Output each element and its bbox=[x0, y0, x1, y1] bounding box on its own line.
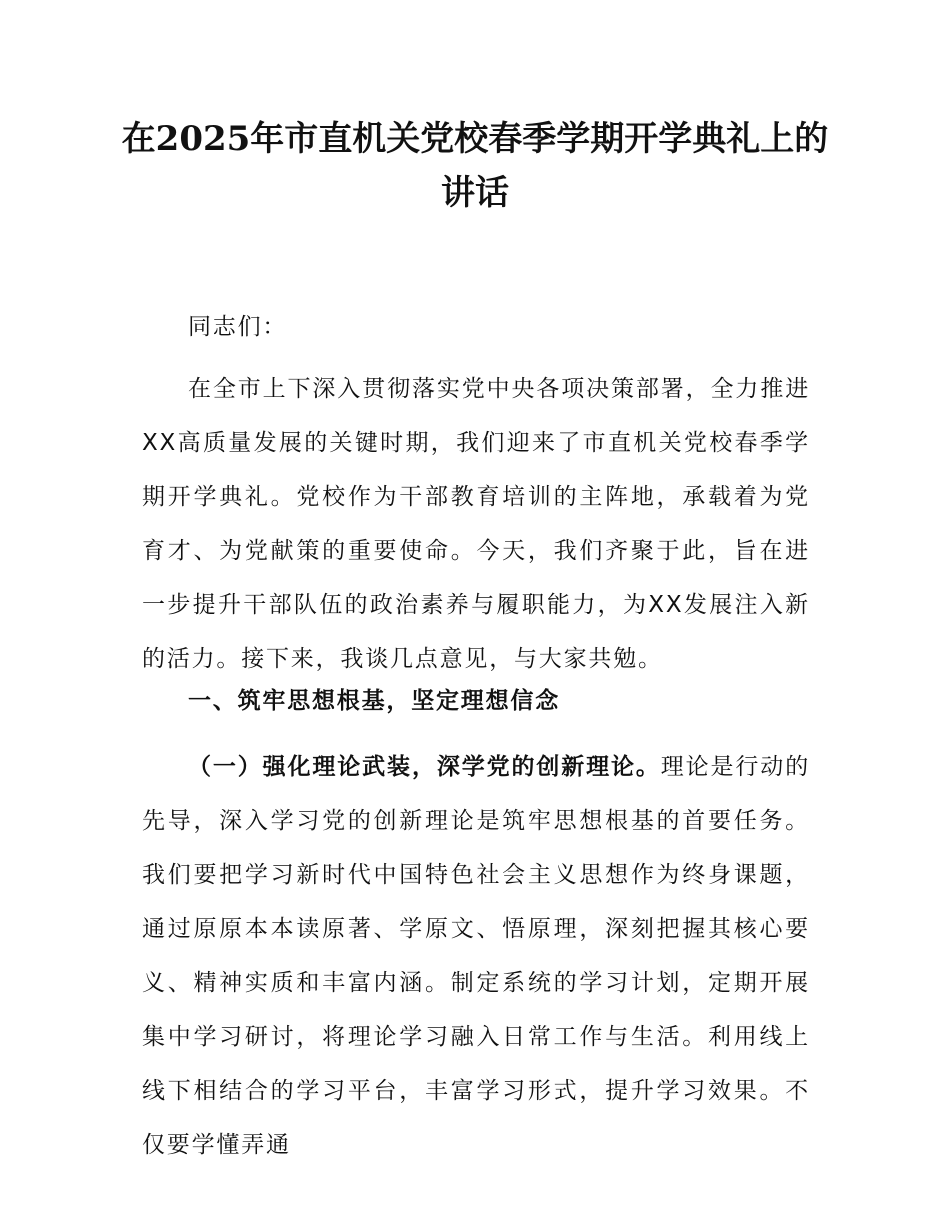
paragraph-section-1-1 bbox=[142, 740, 810, 1172]
paragraph-lead-heading: （一）强化理论武装，深学党的创新理论。 bbox=[188, 754, 661, 780]
paragraph-body-text: 理论是行动的先导，深入学习党的创新理论是筑牢思想根基的首要任务。我们要把学习新时代中国特色社会主义思想作为终身课题，通过原原本本读原著、学原文、悟原理，深刻把握其核心要义、精神实质和丰富内涵。制定系统的学习计划，定期开展集中学习研讨，将理论学习融入日常工作与生活。利用线上线下相结合的学习平台，丰富学习形式，提升学习效果。不仅要学懂弄通 bbox=[142, 754, 810, 1158]
document-title: 在2025年市直机关党校春季学期开学典礼上的讲话 bbox=[121, 119, 829, 213]
salutation: 同志们： bbox=[188, 314, 288, 340]
section-heading-1: 一、筑牢思想根基，坚定理想信念 bbox=[188, 688, 560, 714]
paragraph-intro: 在全市上下深入贯彻落实党中央各项决策部署，全力推进XX高质量发展的关键时期，我们迎来了市直机关党校春季学期开学典礼。党校作为干部教育培训的主阵地，承载着为党育才、为党献策的重要使命。今天，我们齐聚于此，旨在进一步提升干部队伍的政治素养与履职能力，为XX发展注入新的活力。接下来，我谈几点意见，与大家共勉。 bbox=[142, 376, 810, 672]
